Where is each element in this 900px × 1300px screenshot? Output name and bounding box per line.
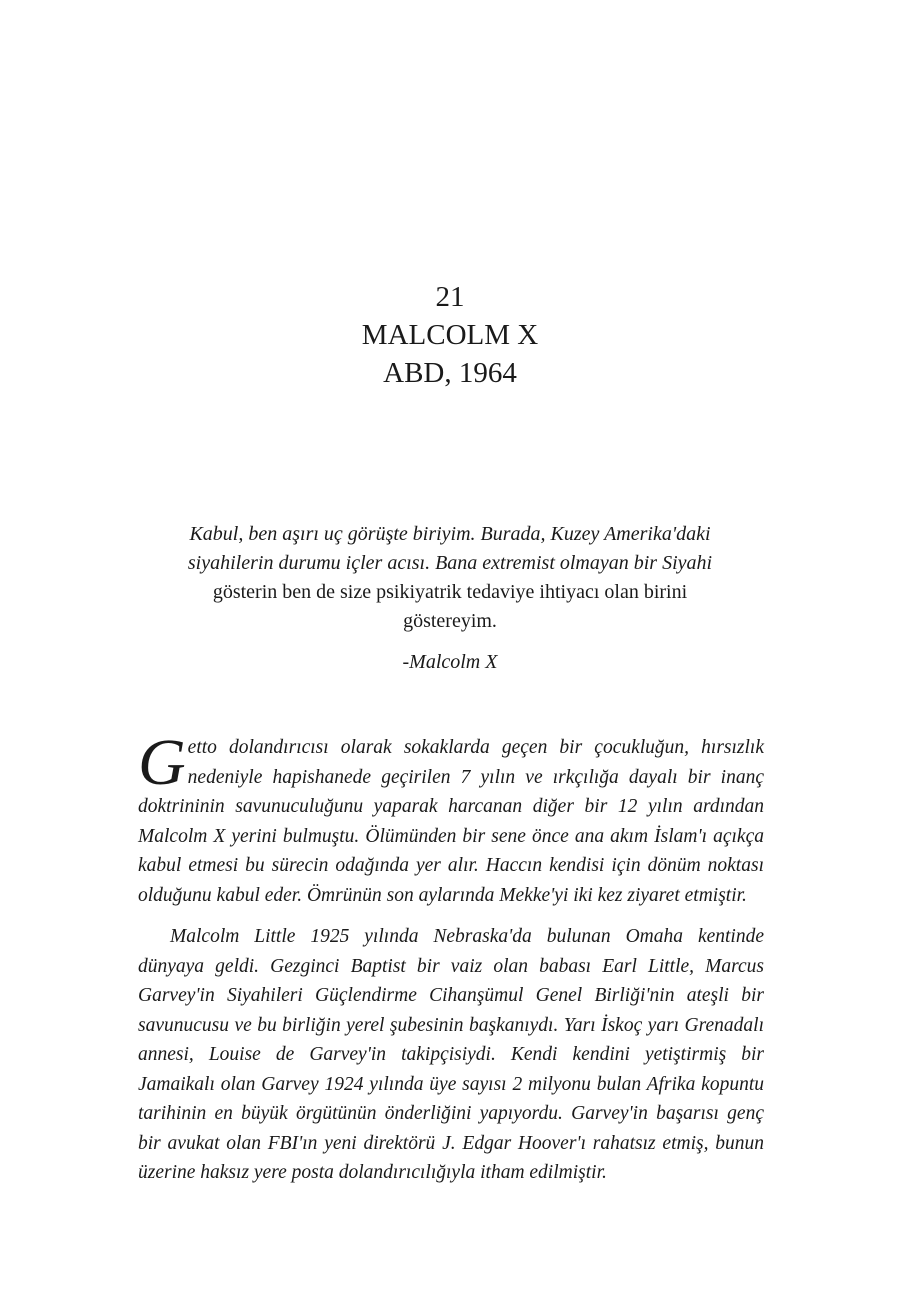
chapter-body xyxy=(138,726,764,1188)
epigraph-attribution: -Malcolm X xyxy=(402,651,498,673)
body-paragraph-2: Malcolm Little 1925 yılında Nebraska'da bulunan Omaha kentinde dünyaya geldi. Gezginci Baptist bir vaiz olan babası Earl Little, Marcus Garvey'in Siyahileri Güçlendirme Cihanşümul Genel Birliği'nin ateşli bir savunucusu ve bu birliğin yerel şubesinin başkanıydı. Yarı İskoç yarı Grenadalı annesi, Louise de Garvey'in takipçisiydi. Kendi kendini yetiştirmiş bir Jamaikalı olan Garvey 1924 yılında üye sayısı 2 milyonu bulan Afrika kopuntu tarihinin en büyük örgütünün önderliğini yapıyordu. Garvey'in başarısı genç bir avukat olan FBI'ın yeni direktörü J. Edgar Hoover'ı rahatsız etmiş, bunun üzerine haksız yere posta dolandırıcılığıyla itham edilmiştir. xyxy=(138,926,764,1183)
chapter-subtitle: ABD, 1964 xyxy=(383,357,517,389)
chapter-title: MALCOLM X xyxy=(361,319,539,351)
epigraph-italic-text: Kabul, ben aşırı uç görüşte biriyim. Burada, Kuzey Amerika'daki siyahilerin durumu içler acısı. Bana extremist olmayan bir Siyahi xyxy=(187,523,713,574)
drop-cap-letter: G xyxy=(138,726,186,799)
chapter-number: 21 xyxy=(435,281,465,313)
body-paragraph-1 xyxy=(138,726,764,910)
chapter-heading xyxy=(0,278,900,392)
paragraph-1-text: etto dolandırıcısı olarak sokaklarda geçen bir çocukluğun, hırsızlık nedeniyle hapishanede geçirilen 7 yılın ve ırkçılığa dayalı bir inanç doktrininin savunuculuğunu yaparak harcanan diğer bir 12 yılın ardından Malcolm X yerini bulmuştu. Ölümünden bir sene önce ana akım İslam'ı açıkça kabul etmesi bu sürecin odağında yer alır. Haccın kendisi için dönüm noktası olduğunu kabul eder. Ömrünün son aylarında Mekke'yi iki kez ziyaret etmiştir. xyxy=(138,737,764,906)
epigraph-roman-text: gösterin ben de size psikiyatrik tedaviye ihtiyacı olan birini göstereyim. xyxy=(212,581,688,632)
epigraph-quote xyxy=(170,520,730,677)
